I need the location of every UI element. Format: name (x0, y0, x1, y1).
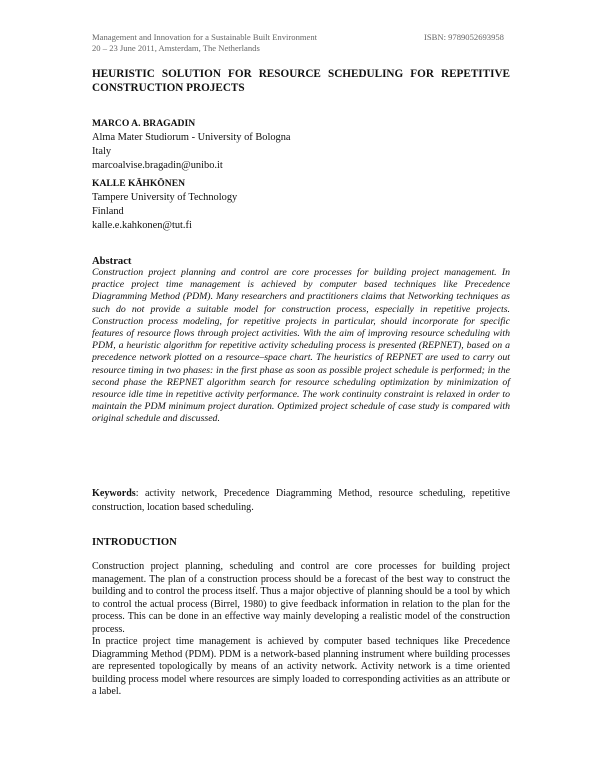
abstract-text: Construction project planning and control are core processes for building project management. In practice project time management is achieved by computer based techniques like Precedence Diagramming Method (PDM). Many researchers and practitioners claims that Networking techniques as such do not provide a suitable model for construction process, especially in repetitive projects. Construction process modeling, for repetitive projects in particular, should incorporate for specific features of resource flows through project activities. With the aim of improving resource scheduling with PDM, a heuristic algorithm for repetitive activity scheduling process is presented (REPNET), based on a precedence network plotted on a resource–space chart. The heuristics of REPNET are used to carry out resource timing in two phases: in the first phase as soon as possible project schedule is performed; in the second phase the REPNET algorithm search for resource scheduling optimization by minimization of resource idle time in repetitive activity performance. The work continuity constraint is relaxed in order to maintain the PDM minimum project duration. Optimized project schedule of case study is compared with original schedule and discussed. (92, 267, 510, 425)
author-country: Italy (92, 146, 112, 157)
author-block (92, 117, 510, 173)
abstract-heading: Abstract (92, 256, 132, 267)
keywords-text: : activity network, Precedence Diagramming Method, resource scheduling, repetitive construction, location based scheduling. (92, 488, 510, 513)
author-affiliation: Alma Mater Studiorum - University of Bologna (92, 132, 291, 143)
keywords-label: Keywords (92, 488, 136, 499)
introduction-paragraph: In practice project time management is achieved by computer based techniques like Precedence Diagramming Method (PDM). PDM is a network-based planning instrument where building processes are represented topologically by means of an activity network. Activity network is a time oriented building process model where resources are simply loaded to corresponding activities as an attribute or a label. (92, 636, 510, 697)
conference-name: Management and Innovation for a Sustainable Built Environment (92, 32, 318, 42)
author-name: MARCO A. BRAGADIN (92, 118, 196, 129)
isbn: ISBN: 9789052693958 (424, 32, 504, 42)
introduction-heading: INTRODUCTION (92, 537, 177, 548)
introduction-paragraph: Construction project planning, scheduling and control are core processes for building project management. The plan of a construction process should be a forecast of the best way to construct the building and to control the process itself. Thus a major objective of planning should be a tool by which to control the actual process (Birrel, 1980) to give feedback information in relation to the plan for the process. This can be done in an effective way mainly developing a realistic model of the construction process. (92, 561, 510, 635)
conference-dates-location: 20 – 23 June 2011, Amsterdam, The Netherlands (92, 43, 260, 53)
running-header-left (92, 32, 317, 54)
author-email: kalle.e.kahkonen@tut.fi (92, 220, 192, 231)
paper-title: HEURISTIC SOLUTION FOR RESOURCE SCHEDULING FOR REPETITIVE CONSTRUCTION PROJECTS (92, 68, 510, 94)
author-country: Finland (92, 206, 124, 217)
keywords (92, 487, 510, 514)
author-email: marcoalvise.bragadin@unibo.it (92, 160, 223, 171)
author-block (92, 177, 510, 233)
author-name: KALLE KÄHKÖNEN (92, 178, 186, 189)
author-affiliation: Tampere University of Technology (92, 192, 238, 203)
introduction-body (92, 561, 510, 699)
